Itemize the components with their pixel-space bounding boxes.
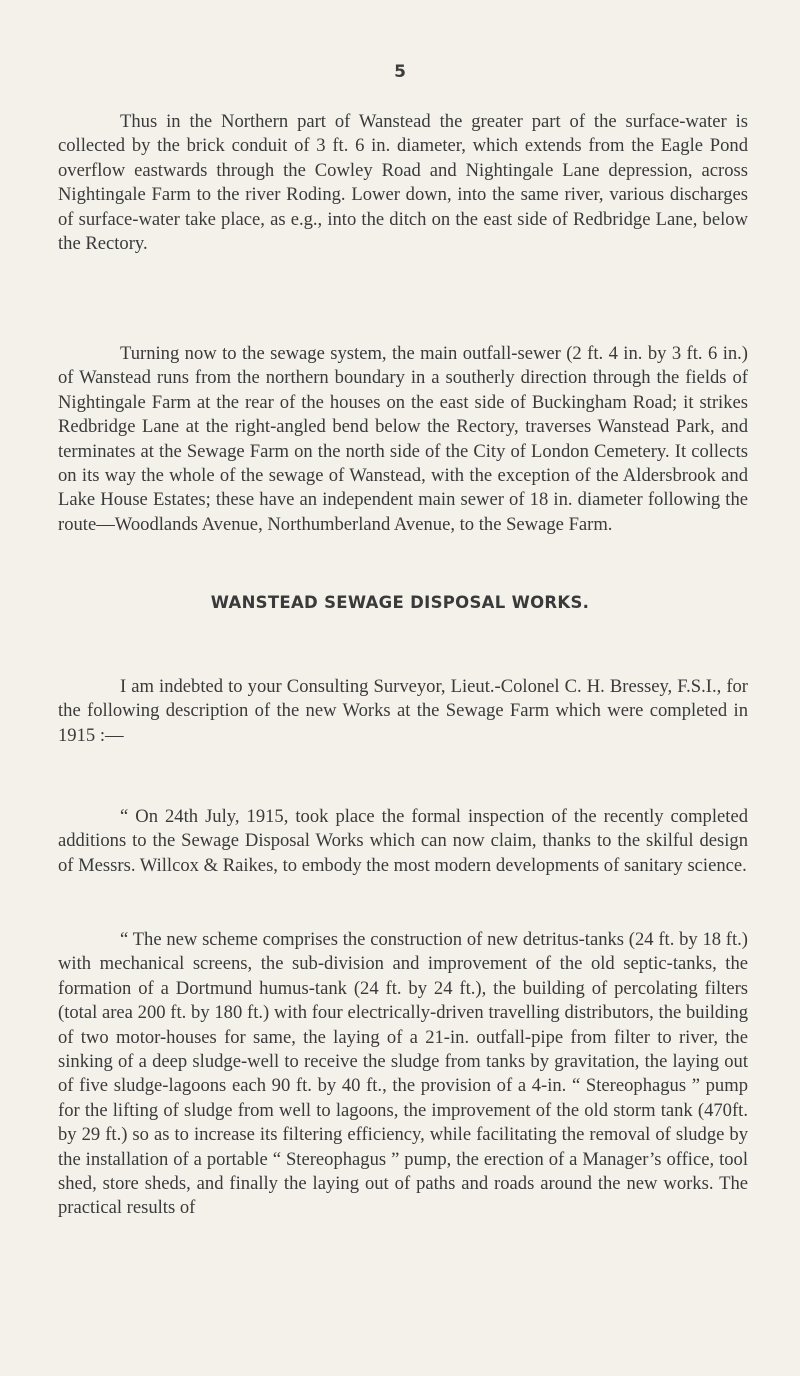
page-number: 5 [394, 62, 406, 82]
paragraph-formal-inspection: “ On 24th July, 1915, took place the formal inspection of the recently completed additions to the Sewage Disposal Works which can now claim, thanks to the skilful design of Messrs. Willcox & Raikes, to embody the most modern developments of sanitary science. [58, 806, 748, 876]
section-heading: WANSTEAD SEWAGE DISPOSAL WORKS. [210, 593, 590, 612]
paragraph-surface-water: Thus in the Northern part of Wanstead the greater part of the surface-water is collected by the brick conduit of 3 ft. 6 in. diameter, which extends from the Eagle Pond overflow eastwards through the Cowley Road and Nightingale Lane depression, across Nightingale Farm to the river Roding. Lower down, into the same river, various discharges of surface-water take place, as e.g., into the ditch on the east side of Redbridge Lane, below the Rectory. [58, 111, 748, 255]
paragraph-sewage-system: Turning now to the sewage system, the main outfall-sewer (2 ft. 4 in. by 3 ft. 6 in.) of Wanstead runs from the northern boundary in a southerly direction through the fields of Nightingale Farm at the rear of the houses on the east side of Buckingham Road; it strikes Redbridge Lane at the right-angled bend below the Rectory, traverses Wanstead Park, and terminates at the Sewage Farm on the north side of the City of London Cemetery. It collects on its way the whole of the sewage of Wanstead, with the exception of the Aldersbrook and Lake House Estates; these have an independent main sewer of 18 in. diameter following the route—Woodlands Avenue, Northumberland Avenue, to the Sewage Farm. [58, 343, 748, 535]
paragraph-new-scheme: “ The new scheme comprises the construction of new detritus-tanks (24 ft. by 18 ft.) with mechanical screens, the sub-division and improvement of the old septic-tanks, the formation of a Dortmund humus-tank (24 ft. by 24 ft.), the building of percolating filters (total area 200 ft. by 180 ft.) with four electrically-driven travelling distributors, the building of two motor-houses for same, the laying of a 21-in. outfall-pipe from filter to river, the sinking of a deep sludge-well to receive the sludge from tanks by gravitation, the laying out of five sludge-lagoons each 90 ft. by 40 ft., the provision of a 4-in. “ Stereophagus ” pump for the lifting of sludge from well to lagoons, the improvement of the old storm tank (470ft. by 29 ft.) so as to increase its filtering efficiency, while facilitating the removal of sludge by the installation of a portable “ Stereophagus ” pump, the erection of a Manager’s office, tool shed, store sheds, and finally the laying out of paths and roads around the new works. The practical results of [58, 929, 748, 1219]
paragraph-acknowledgement: I am indebted to your Consulting Surveyor, Lieut.-Colonel C. H. Bressey, F.S.I., for the following description of the new Works at the Sewage Farm which were completed in 1915 :— [58, 676, 748, 746]
